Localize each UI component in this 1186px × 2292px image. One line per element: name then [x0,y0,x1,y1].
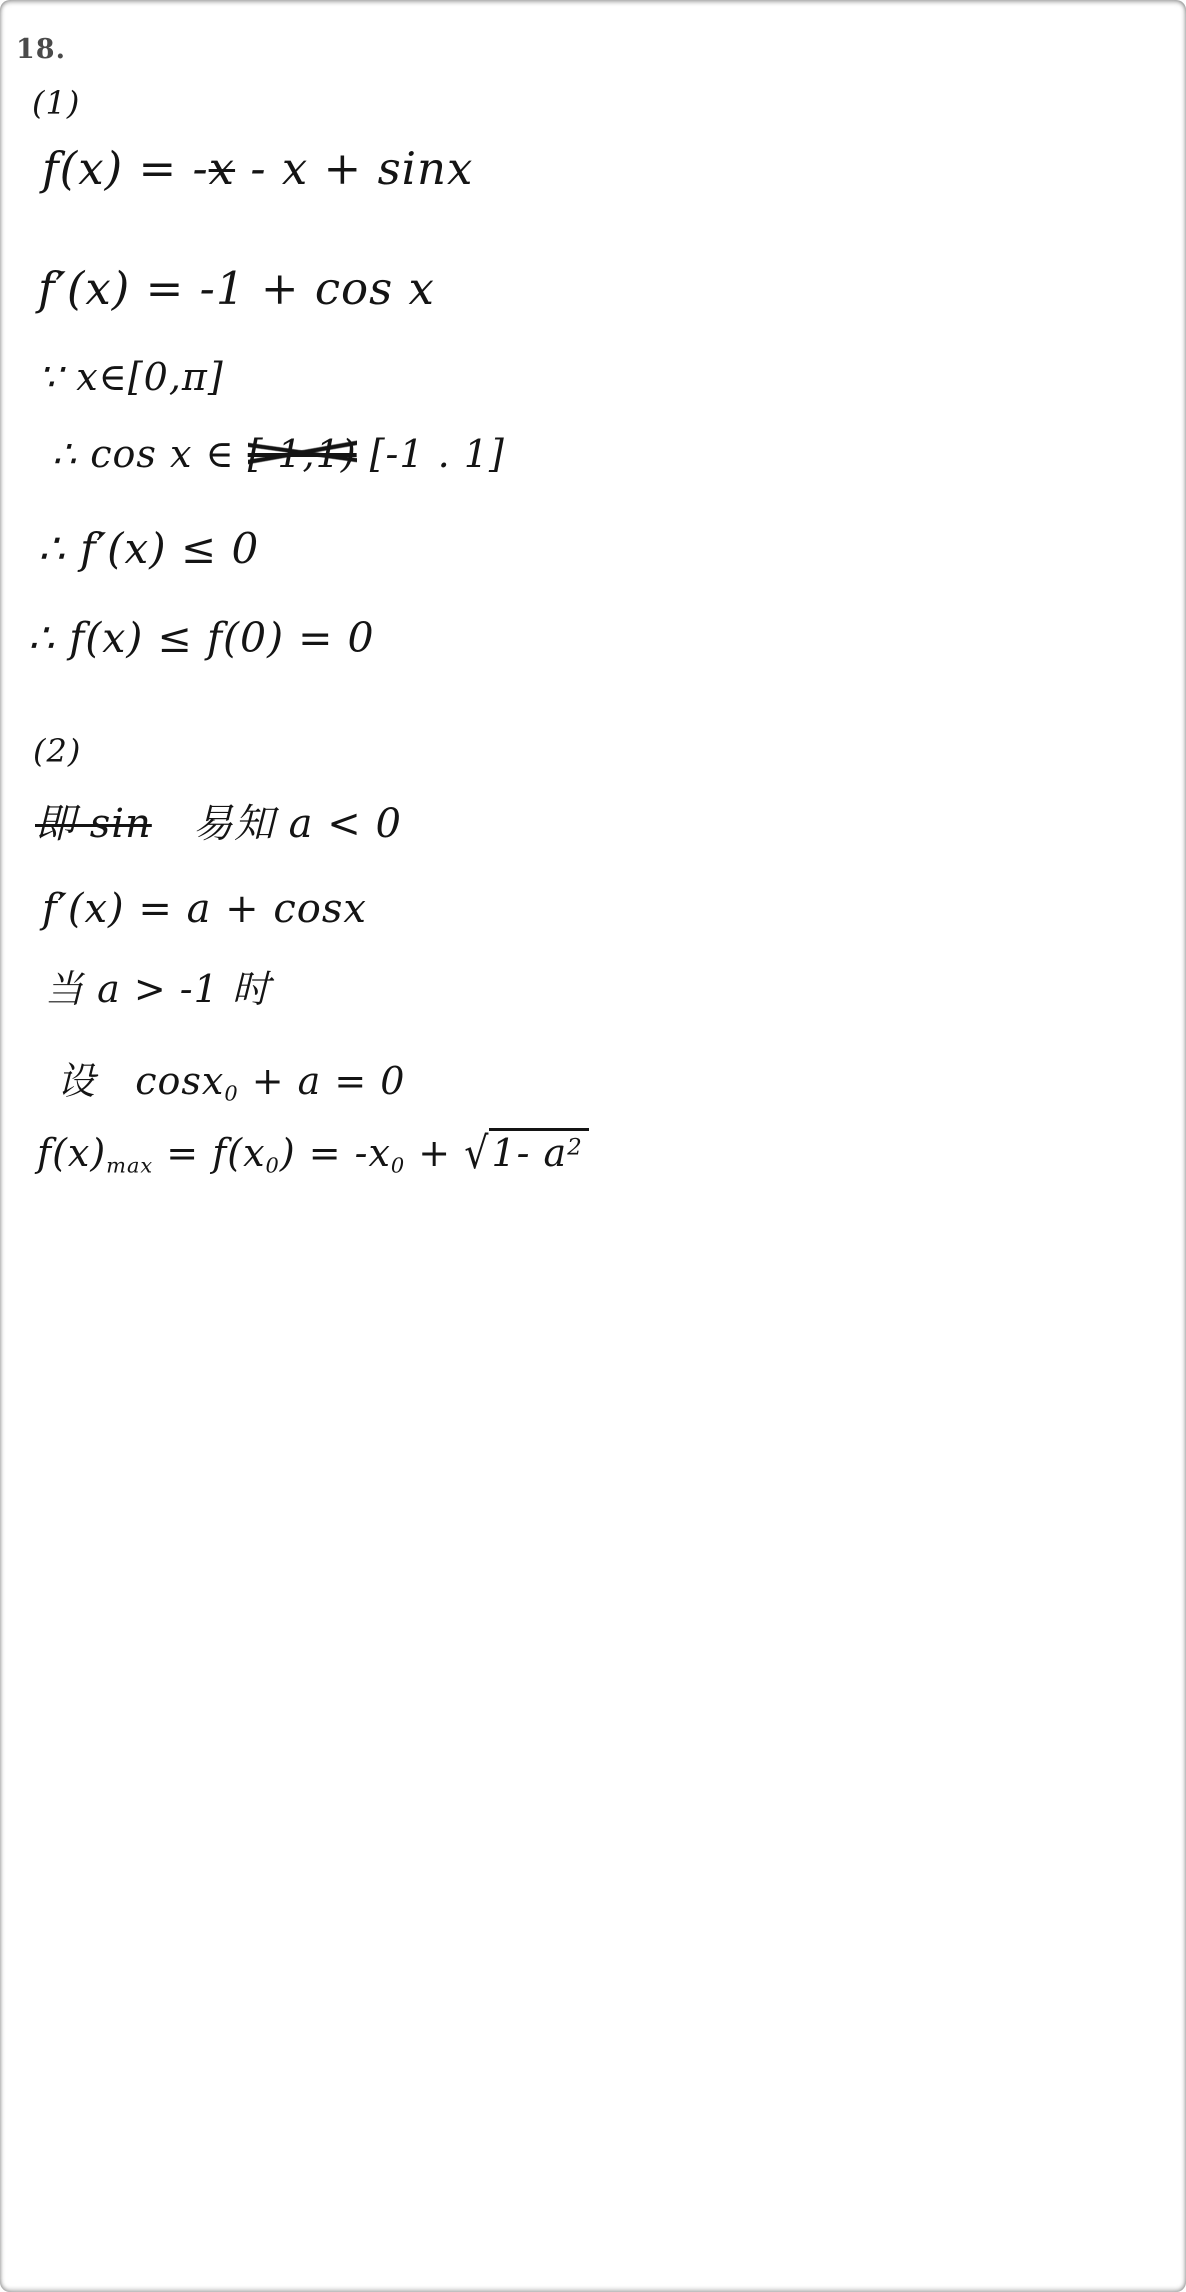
text-segment: [-1 . 1] [356,432,505,476]
domain-line [38,355,224,399]
fx-leq-f0 [28,614,375,662]
part1-label [32,84,80,122]
text-segment: ∵ x∈[0,π] [38,355,224,399]
case-condition [45,958,271,1013]
text-segment: - x + sinx [235,142,474,195]
text-segment: f′(x) = -1 + cos x [38,262,435,315]
a-negative-line [35,792,402,849]
fprime-definition [38,262,435,315]
sub-segment: max [106,1153,154,1178]
text-segment: + [405,1131,465,1175]
text-segment: (2) [33,732,82,770]
text-segment: 设 cosx [57,1059,225,1103]
sub-segment: 0 [390,1153,406,1178]
sqrt-body: 1- $a^2$ [489,1128,588,1175]
fprime-leq-zero [38,524,259,573]
fprime2-definition [42,886,367,932]
part2-label [33,732,81,770]
text-segment: f(x) = - [42,142,209,195]
sub-segment: 0 [265,1153,280,1178]
sqrt-segment [464,1127,589,1179]
text-segment: ∴ cos x ∈ [52,432,248,476]
text-segment: (1) [32,84,81,122]
fmax-equation [37,1128,589,1177]
sub-segment: 0 [224,1081,239,1106]
text-segment: ∴ f′(x) ≤ 0 [38,524,260,573]
text-segment: 易知 a < 0 [151,801,402,847]
problem-number: 18. [16,34,66,65]
text-segment: ) = -x [279,1131,391,1175]
text-segment: f(x) [37,1131,107,1175]
scribble-segment: [-1,1) [247,432,357,476]
text-segment: + a = 0 [238,1059,406,1103]
superscript: 2 [567,1134,583,1161]
text-segment: 当 a > -1 时 [45,967,271,1011]
cos-range-line [52,432,505,476]
let-equation [57,1050,405,1105]
text-segment: f′(x) = a + cosx [42,886,367,932]
text-segment: ∴ f(x) ≤ f(0) = 0 [28,614,375,662]
strike-segment: x [208,142,236,195]
sqrt-radical-icon: √ [464,1127,490,1179]
text-segment: = f(x [153,1131,266,1175]
fx-definition [42,142,473,195]
strike-segment: 即 sin [35,801,152,847]
